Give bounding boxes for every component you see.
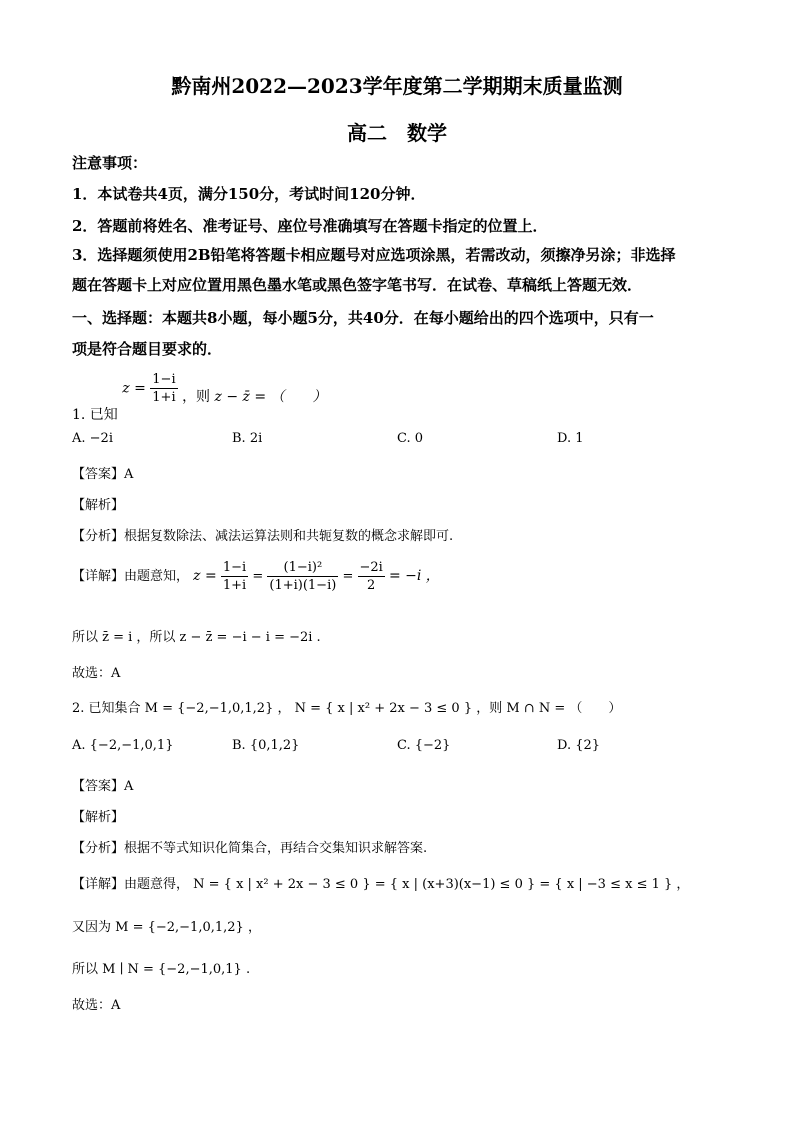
note-1: 1．本试卷共4页，满分150分，考试时间120分钟． xyxy=(72,185,426,203)
note-3-line1: 3．选择题须使用2B铅笔将答题卡相应题号对应选项涂黑，若需改动，须擦净另涂；非选择 xyxy=(72,246,676,264)
q1-fraction-den: 1+i xyxy=(152,390,176,405)
q2-also: 又因为 M = {−2,−1,0,1,2} ， xyxy=(72,920,261,935)
q2-option-c: C. {−2} xyxy=(397,738,451,753)
q1-expr: z − z̄ = （ ） xyxy=(214,388,327,405)
q1-answer: 【答案】A xyxy=(72,467,134,482)
exam-title: 黔南州2022—2023学年度第二学期期末质量监测 xyxy=(171,74,623,98)
q1-detail-frac1-num: 1−i xyxy=(222,560,247,575)
q1-choose: 故选：A xyxy=(72,666,121,681)
q2-choose: 故选：A xyxy=(72,998,121,1013)
q1-mid: ，则 xyxy=(182,388,211,405)
q1-detail-frac3-num: −2i xyxy=(359,560,383,575)
q2-option-a: A. {−2,−1,0,1} xyxy=(72,738,174,753)
q1-analysis-tag: 【解析】 xyxy=(72,498,125,513)
q1-option-b: B. 2i xyxy=(232,431,263,446)
q1-detail-frac1 xyxy=(221,560,248,593)
q2-analysis-tag: 【解析】 xyxy=(72,810,125,825)
q1-lhs: z = xyxy=(122,380,146,397)
q1-detail-frac3 xyxy=(358,560,385,593)
note-3-line2: 题在答题卡上对应位置用黑色墨水笔或黑色签字笔书写．在试卷、草稿纸上答题无效． xyxy=(72,276,643,294)
q1-fraction-num: 1−i xyxy=(152,372,176,387)
q2-analysis: 【分析】根据不等式知识化简集合，再结合交集知识求解答案. xyxy=(72,841,428,856)
q1-detail xyxy=(72,560,440,593)
section-heading-line2: 项是符合题目要求的． xyxy=(72,340,223,358)
q1-option-c: C. 0 xyxy=(397,431,424,446)
q1-detail-z: z = xyxy=(193,568,217,584)
q1-detail-eq1: = xyxy=(252,569,264,584)
q1-detail-frac3-den: 2 xyxy=(367,578,376,593)
exam-subtitle: 高二 数学 xyxy=(347,121,447,145)
section-heading-line1: 一、选择题：本题共8小题，每小题5分，共40分．在每小题给出的四个选项中，只有一 xyxy=(72,309,654,327)
note-2: 2．答题前将姓名、准考证号、座位号准确填写在答题卡指定的位置上． xyxy=(72,217,548,235)
q1-option-a: A. −2i xyxy=(72,431,113,446)
q1-analysis: 【分析】根据复数除法、减法运算法则和共轭复数的概念求解即可. xyxy=(72,529,454,544)
q2-option-d: D. {2} xyxy=(557,738,601,753)
q1-fraction xyxy=(150,372,177,405)
q2-stem: 2. 已知集合 M = {−2,−1,0,1,2} ， N = { x | x² + 2x − 3 ≤ 0 } ，则 M ∩ N = （ ） xyxy=(72,701,622,716)
q1-detail-eq2: = xyxy=(342,569,354,584)
q1-detail-frac2 xyxy=(267,560,338,593)
q1-detail-frac1-den: 1+i xyxy=(222,578,247,593)
q1-conclusion: 所以 z̄ = i ，所以 z − z̄ = −i − i = −2i . xyxy=(72,630,321,645)
q2-detail: 【详解】由题意得， N = { x | x² + 2x − 3 ≤ 0 } = { x | (x+3)(x−1) ≤ 0 } = { x | −3 ≤ x ≤ 1 } ， xyxy=(72,877,690,892)
q2-option-b: B. {0,1,2} xyxy=(232,738,300,753)
q1-detail-tail: = −i ， xyxy=(388,568,440,584)
notes-heading: 注意事项： xyxy=(72,154,148,172)
q1-option-d: D. 1 xyxy=(557,431,584,446)
q2-conclusion: 所以 M ∣ N = {−2,−1,0,1} . xyxy=(72,962,251,977)
q1-detail-frac2-num: (1−i)² xyxy=(267,560,338,577)
q1-stem xyxy=(72,372,327,423)
q1-detail-prefix: 【详解】由题意知， xyxy=(72,569,190,584)
q1-prefix: 1. 已知 xyxy=(72,406,118,423)
q1-detail-frac2-den: (1+i)(1−i) xyxy=(269,578,337,593)
q2-answer: 【答案】A xyxy=(72,779,134,794)
